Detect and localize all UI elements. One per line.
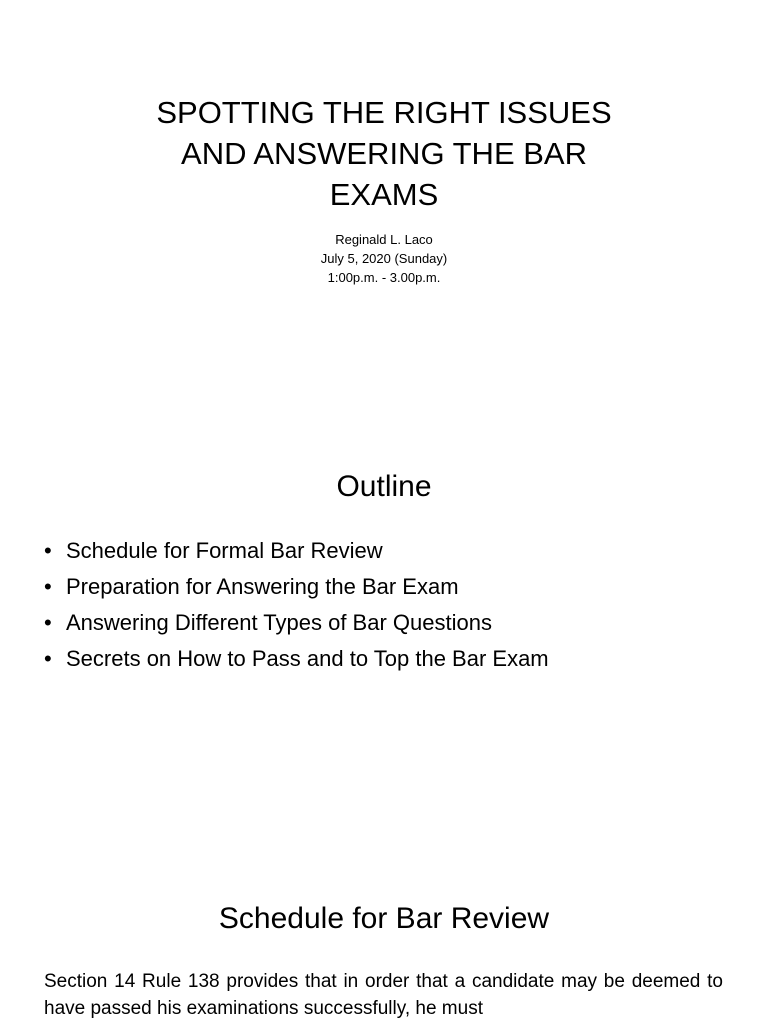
- title-slide: [0, 0, 768, 384]
- title-line-1: SPOTTING THE RIGHT ISSUES: [156, 95, 612, 130]
- list-item: [44, 569, 744, 605]
- title-line-3: EXAMS: [329, 177, 439, 212]
- schedule-body-text: Section 14 Rule 138 provides that in order that a candidate may be deemed to have passed his examinations successfully, he must: [44, 971, 723, 1019]
- list-item-text: Answering Different Types of Bar Questions: [66, 610, 492, 635]
- presentation-meta: [184, 230, 584, 287]
- bullet-marker: •: [44, 538, 52, 563]
- bullet-marker: •: [44, 574, 52, 599]
- title-line-2: AND ANSWERING THE BAR: [181, 136, 587, 171]
- presentation-time: 1:00p.m. - 3.00p.m.: [327, 270, 441, 285]
- list-item-text: Preparation for Answering the Bar Exam: [66, 574, 459, 599]
- author-name: Reginald L. Laco: [335, 232, 433, 247]
- bullet-marker: •: [44, 646, 52, 671]
- outline-slide: [0, 420, 768, 820]
- presentation-date: July 5, 2020 (Sunday): [320, 251, 448, 266]
- outline-list: [44, 533, 744, 677]
- list-item: [44, 533, 744, 569]
- bullet-marker: •: [44, 610, 52, 635]
- list-item: [44, 641, 744, 677]
- list-item-text: Secrets on How to Pass and to Top the Bar Exam: [66, 646, 549, 671]
- list-item-text: Schedule for Formal Bar Review: [66, 538, 383, 563]
- presentation-title: [60, 92, 708, 215]
- list-item: [44, 605, 744, 641]
- schedule-slide: [0, 860, 768, 1024]
- outline-heading: Outline: [336, 470, 432, 503]
- schedule-heading: Schedule for Bar Review: [218, 902, 550, 935]
